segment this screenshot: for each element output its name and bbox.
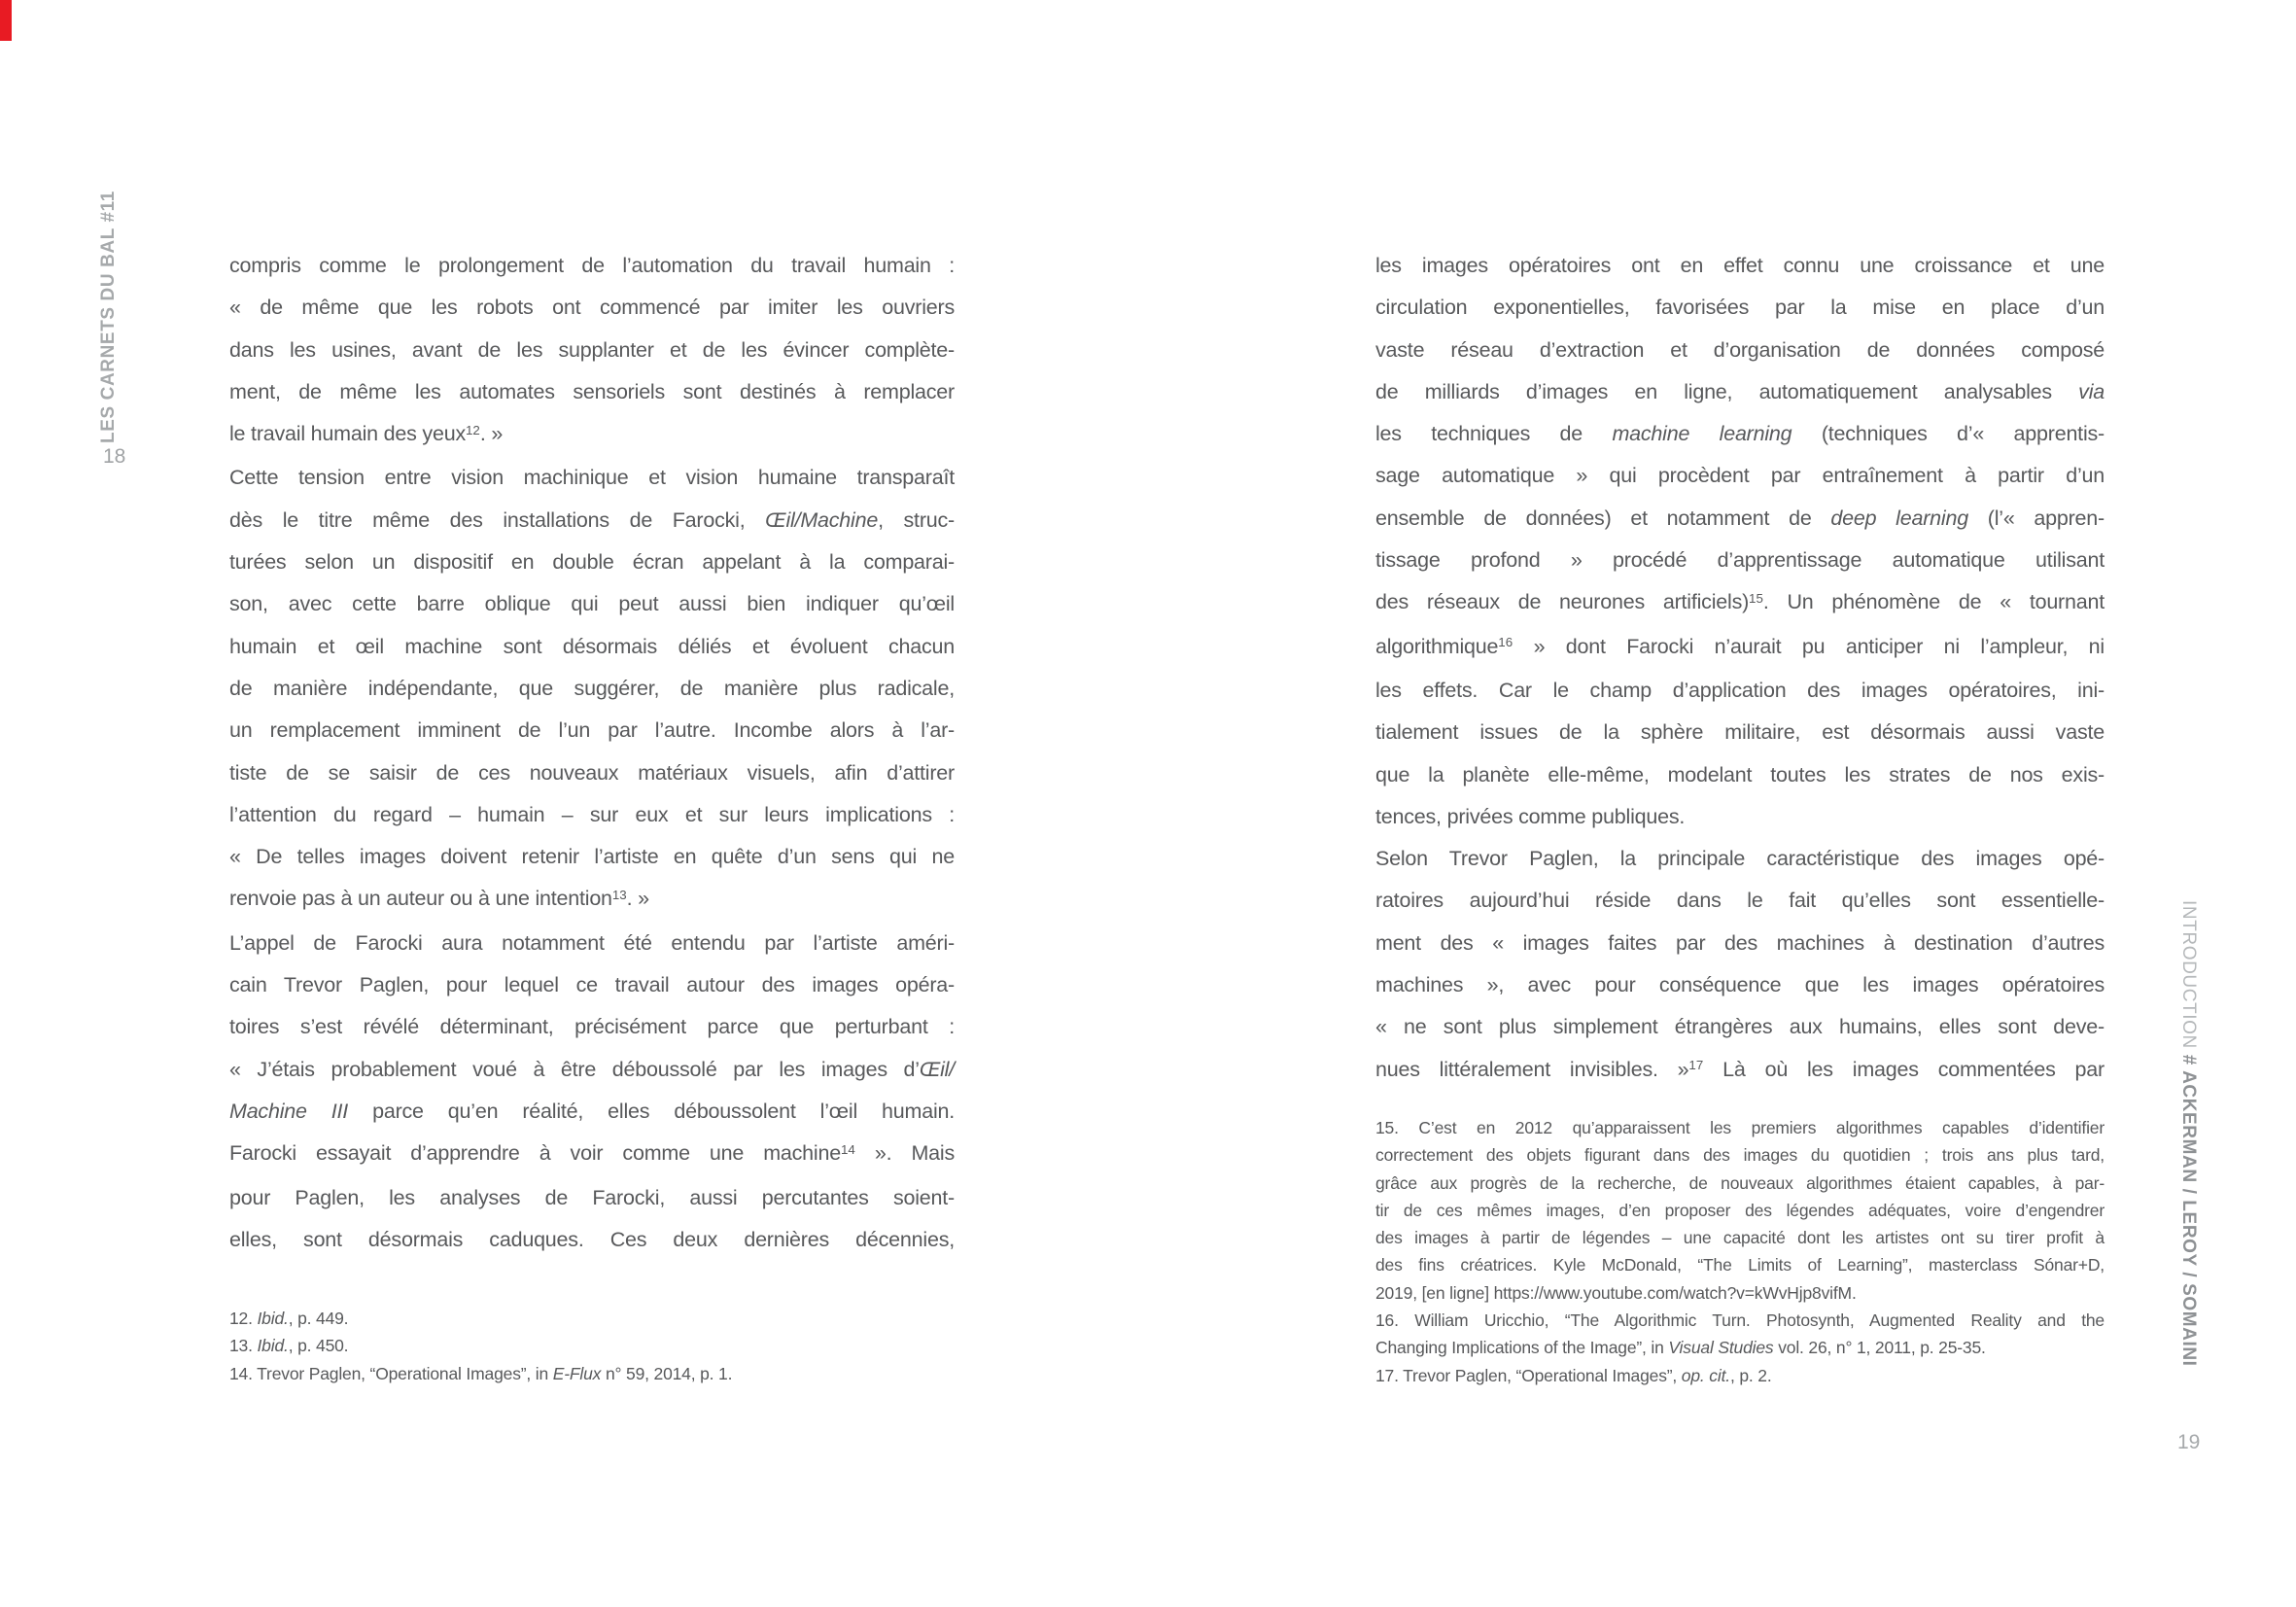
text-line [1375, 923, 2105, 964]
text-line [229, 710, 955, 751]
text-line [229, 583, 955, 625]
left-page-body [229, 245, 955, 1261]
text-line [1375, 1307, 2105, 1334]
text-segment: humain et œil machine sont désormais déliés et évoluent chacun [229, 634, 955, 658]
text-line [229, 1133, 955, 1176]
text-line [1375, 712, 2105, 753]
text-segment: » dont Farocki n’aurait pu anticiper ni l’ampleur, ni [1513, 634, 2105, 658]
footnote-reference: 13 [611, 888, 627, 903]
text-line [229, 287, 955, 329]
text-line [1375, 1224, 2105, 1251]
text-segment: les effets. Car le champ d’application des images opératoires, ini- [1375, 678, 2105, 702]
text-segment: deep learning [1830, 506, 1968, 530]
chapter-label: INTRODUCTION [2178, 900, 2199, 1055]
text-line [229, 1305, 955, 1332]
text-line [229, 1091, 955, 1133]
text-segment: turées selon un dispositif en double écran appelant à la comparai- [229, 550, 955, 575]
text-segment: ratoires aujourd’hui réside dans le fait qu’elles sont essentielle- [1375, 889, 2105, 913]
text-segment: tiste de se saisir de ces nouveaux matériaux visuels, afin d’attirer [229, 760, 955, 785]
text-segment: , p. 449. [288, 1309, 349, 1328]
text-line [1375, 838, 2105, 880]
chapter-authors: # ACKERMAN / LEROY / SOMAINI [2178, 1054, 2199, 1367]
text-segment: des fins créatrices. Kyle McDonald, “The Limits of Learning”, masterclass Sónar+D, [1375, 1255, 2105, 1275]
text-segment: via [2078, 379, 2105, 403]
text-segment: le travail humain des yeux [229, 422, 466, 446]
text-segment: . Un phénomène de « tournant [1762, 590, 2105, 614]
text-segment: algorithmique [1375, 634, 1499, 658]
footnote-reference: 16 [1498, 635, 1513, 650]
text-segment: ». Mais [854, 1141, 955, 1166]
text-segment: « J’étais probablement voué à être déboussolé par les images d’ [229, 1057, 920, 1081]
text-line [229, 500, 955, 541]
text-segment: les techniques de [1375, 422, 1613, 446]
text-segment: L’appel de Farocki aura notamment été entendu par l’artiste améri- [229, 930, 955, 955]
text-line [1375, 413, 2105, 455]
text-segment: pour Paglen, les analyses de Farocki, aussi percutantes soient- [229, 1185, 955, 1209]
text-segment: Œil/ [919, 1057, 955, 1081]
text-line [1375, 498, 2105, 540]
text-segment: 15. C’est en 2012 qu’apparaissent les premiers algorithmes capables d’identifier [1375, 1118, 2105, 1137]
text-segment: vaste réseau d’extraction et d’organisation de données composé [1375, 337, 2105, 362]
text-segment: ment des « images faites par des machines à destination d’autres [1375, 930, 2105, 955]
text-segment: Là où les images commentées par [1703, 1057, 2105, 1081]
text-segment: toires s’est révélé déterminant, précisément parce que perturbant : [229, 1015, 955, 1039]
text-segment: tences, privées comme publiques. [1375, 804, 1686, 828]
text-segment: elles, sont désormais caduques. Ces deux dernières décennies, [229, 1227, 955, 1251]
text-segment: , p. 450. [288, 1336, 349, 1356]
text-segment: son, avec cette barre oblique qui peut aussi bien indiquer qu’œil [229, 592, 955, 616]
text-line [229, 752, 955, 794]
text-segment: (l’« appren- [1967, 506, 2105, 530]
text-line [1375, 330, 2105, 371]
text-line [229, 794, 955, 836]
text-segment: grâce aux progrès de la recherche, de nouveaux algorithmes étaient capables, à par- [1375, 1172, 2105, 1193]
text-segment: un remplacement imminent de l’un par l’autre. Incombe alors à l’ar- [229, 718, 955, 743]
text-line [1375, 287, 2105, 329]
text-segment: Œil/Machine [765, 507, 879, 532]
text-segment: les images opératoires ont en effet connu une croissance et une [1375, 254, 2105, 277]
footnote-reference: 14 [840, 1141, 855, 1157]
text-line [1375, 1334, 2105, 1361]
text-segment: Selon Trevor Paglen, la principale caractéristique des images opé- [1375, 847, 2105, 871]
text-segment: renvoie pas à un auteur ou à une intention [229, 887, 612, 911]
text-segment: , struc- [878, 507, 955, 532]
text-segment: 14. Trevor Paglen, “Operational Images”, in [229, 1363, 553, 1383]
text-segment: tialement issues de la sphère militaire, est désormais aussi vaste [1375, 720, 2105, 745]
text-segment: Farocki essayait d’apprendre à voir comme une machine [229, 1141, 841, 1166]
text-segment: « ne sont plus simplement étrangères aux humains, elles sont deve- [1375, 1015, 2105, 1039]
text-segment: Visual Studies [1668, 1338, 1774, 1358]
text-segment: op. cit. [1681, 1365, 1730, 1385]
text-line [1375, 1197, 2105, 1224]
text-segment: l’attention du regard – humain – sur eux et sur leurs implications : [229, 802, 955, 826]
text-segment: compris comme le prolongement de l’automation du travail humain : [229, 254, 955, 277]
text-line [229, 413, 955, 457]
series-title-label: LES CARNETS DU BAL #11 [98, 191, 119, 443]
footnote-reference: 17 [1688, 1058, 1704, 1073]
text-line [1375, 455, 2105, 497]
text-segment: Cette tension entre vision machinique et vision humaine transparaît [229, 466, 955, 490]
text-line [1375, 371, 2105, 413]
text-line [229, 878, 955, 922]
text-line [229, 371, 955, 413]
text-line [1375, 1141, 2105, 1169]
text-segment: sage automatique » qui procèdent par entraînement à partir d’un [1375, 464, 2105, 488]
text-line [1375, 1114, 2105, 1141]
text-line [1375, 670, 2105, 712]
text-line [229, 1177, 955, 1219]
text-line [1375, 880, 2105, 922]
text-segment: que la planète elle-même, modelant toutes les strates de nos exis- [1375, 762, 2105, 786]
text-line [1375, 540, 2105, 581]
page-number-left: 18 [103, 445, 126, 468]
text-line [1375, 796, 2105, 838]
text-line [229, 668, 955, 710]
text-line [1375, 581, 2105, 625]
text-line [229, 1049, 955, 1091]
text-segment: 16. William Uricchio, “The Algorithmic Turn. Photosynth, Augmented Reality and the [1375, 1310, 2105, 1331]
text-line [1375, 626, 2105, 670]
text-segment: de milliards d’images en ligne, automatiquement analysables [1375, 379, 2079, 403]
text-line [229, 1360, 955, 1387]
text-segment: dans les usines, avant de les supplanter et de les évincer complète- [229, 337, 955, 362]
text-segment: 2019, [en ligne] https://www.youtube.com/watch?v=kWvHjp8vifM. [1375, 1282, 1857, 1303]
text-line [229, 626, 955, 668]
text-segment: nues littéralement invisibles. » [1375, 1057, 1689, 1081]
red-corner-mark [0, 0, 12, 41]
footnote-reference: 12 [465, 422, 480, 437]
text-segment: ment, de même les automates sensoriels sont destinés à remplacer [229, 379, 955, 403]
text-segment: des réseaux de neurones artificiels) [1375, 590, 1750, 614]
text-segment: E-Flux [552, 1363, 602, 1383]
text-segment: Machine III [229, 1099, 349, 1123]
text-segment: 17. Trevor Paglen, “Operational Images”, [1375, 1365, 1682, 1385]
text-segment: machines », avec pour conséquence que les images opératoires [1375, 973, 2105, 997]
text-segment: parce qu’en réalité, elles déboussolent l’œil humain. [348, 1099, 956, 1123]
text-line [229, 541, 955, 583]
text-segment: correctement des objets figurant dans des images du quotidien ; trois ans plus tard, [1375, 1145, 2105, 1166]
footnote-reference: 15 [1749, 590, 1763, 606]
text-line [1375, 1362, 2105, 1389]
text-segment: . » [479, 422, 504, 446]
text-segment: (techniques d’« apprentis- [1792, 422, 2105, 446]
text-segment: machine learning [1612, 422, 1792, 446]
left-page-footnotes [229, 1305, 955, 1387]
text-line [1375, 754, 2105, 796]
text-segment: 13. [229, 1336, 258, 1356]
text-segment: « De telles images doivent retenir l’artiste en quête d’un sens qui ne [229, 845, 955, 869]
text-segment: cain Trevor Paglen, pour lequel ce travail autour des images opéra- [229, 973, 955, 997]
text-line [229, 1332, 955, 1359]
text-segment: Changing Implications of the Image”, in [1375, 1338, 1669, 1358]
text-segment: Ibid. [257, 1336, 289, 1356]
text-line [229, 1219, 955, 1261]
text-line [1375, 1049, 2105, 1093]
text-segment: « de même que les robots ont commencé par imiter les ouvriers [229, 296, 955, 320]
text-segment: des images à partir de légendes – une capacité dont les artistes ont su tirer profit à [1375, 1228, 2105, 1248]
text-segment: vol. 26, n° 1, 2011, p. 25-35. [1773, 1338, 1986, 1358]
text-segment: . » [626, 887, 649, 911]
text-segment: tissage profond » procédé d’apprentissage automatique utilisant [1375, 548, 2105, 573]
chapter-title-vertical [2177, 900, 2199, 1367]
text-segment: ensemble de données) et notamment de [1375, 506, 1831, 530]
text-segment: 12. [229, 1309, 258, 1328]
text-line [229, 836, 955, 878]
series-title-vertical [98, 191, 120, 443]
text-line [1375, 964, 2105, 1006]
text-line [1375, 245, 2105, 287]
text-line [1375, 1170, 2105, 1197]
text-segment: dès le titre même des installations de Farocki, [229, 507, 766, 532]
text-line [1375, 1006, 2105, 1048]
text-segment: tir de ces mêmes images, d’en proposer des légendes adéquates, voire d’engendrer [1375, 1200, 2105, 1220]
text-segment: Ibid. [257, 1309, 289, 1328]
text-line [1375, 1279, 2105, 1307]
text-line [229, 923, 955, 964]
text-line [229, 964, 955, 1006]
right-page-body [1375, 245, 2105, 1093]
text-segment: n° 59, 2014, p. 1. [601, 1363, 733, 1383]
right-page-footnotes [1375, 1114, 2105, 1389]
page-number-right: 19 [2177, 1431, 2201, 1453]
text-line [229, 457, 955, 499]
text-segment: de manière indépendante, que suggérer, de manière plus radicale, [229, 676, 955, 700]
text-line [229, 1006, 955, 1048]
text-segment: , p. 2. [1729, 1365, 1772, 1385]
text-segment: circulation exponentielles, favorisées par la mise en place d’un [1375, 296, 2105, 320]
text-line [229, 245, 955, 287]
text-line [1375, 1251, 2105, 1278]
text-line [229, 330, 955, 371]
